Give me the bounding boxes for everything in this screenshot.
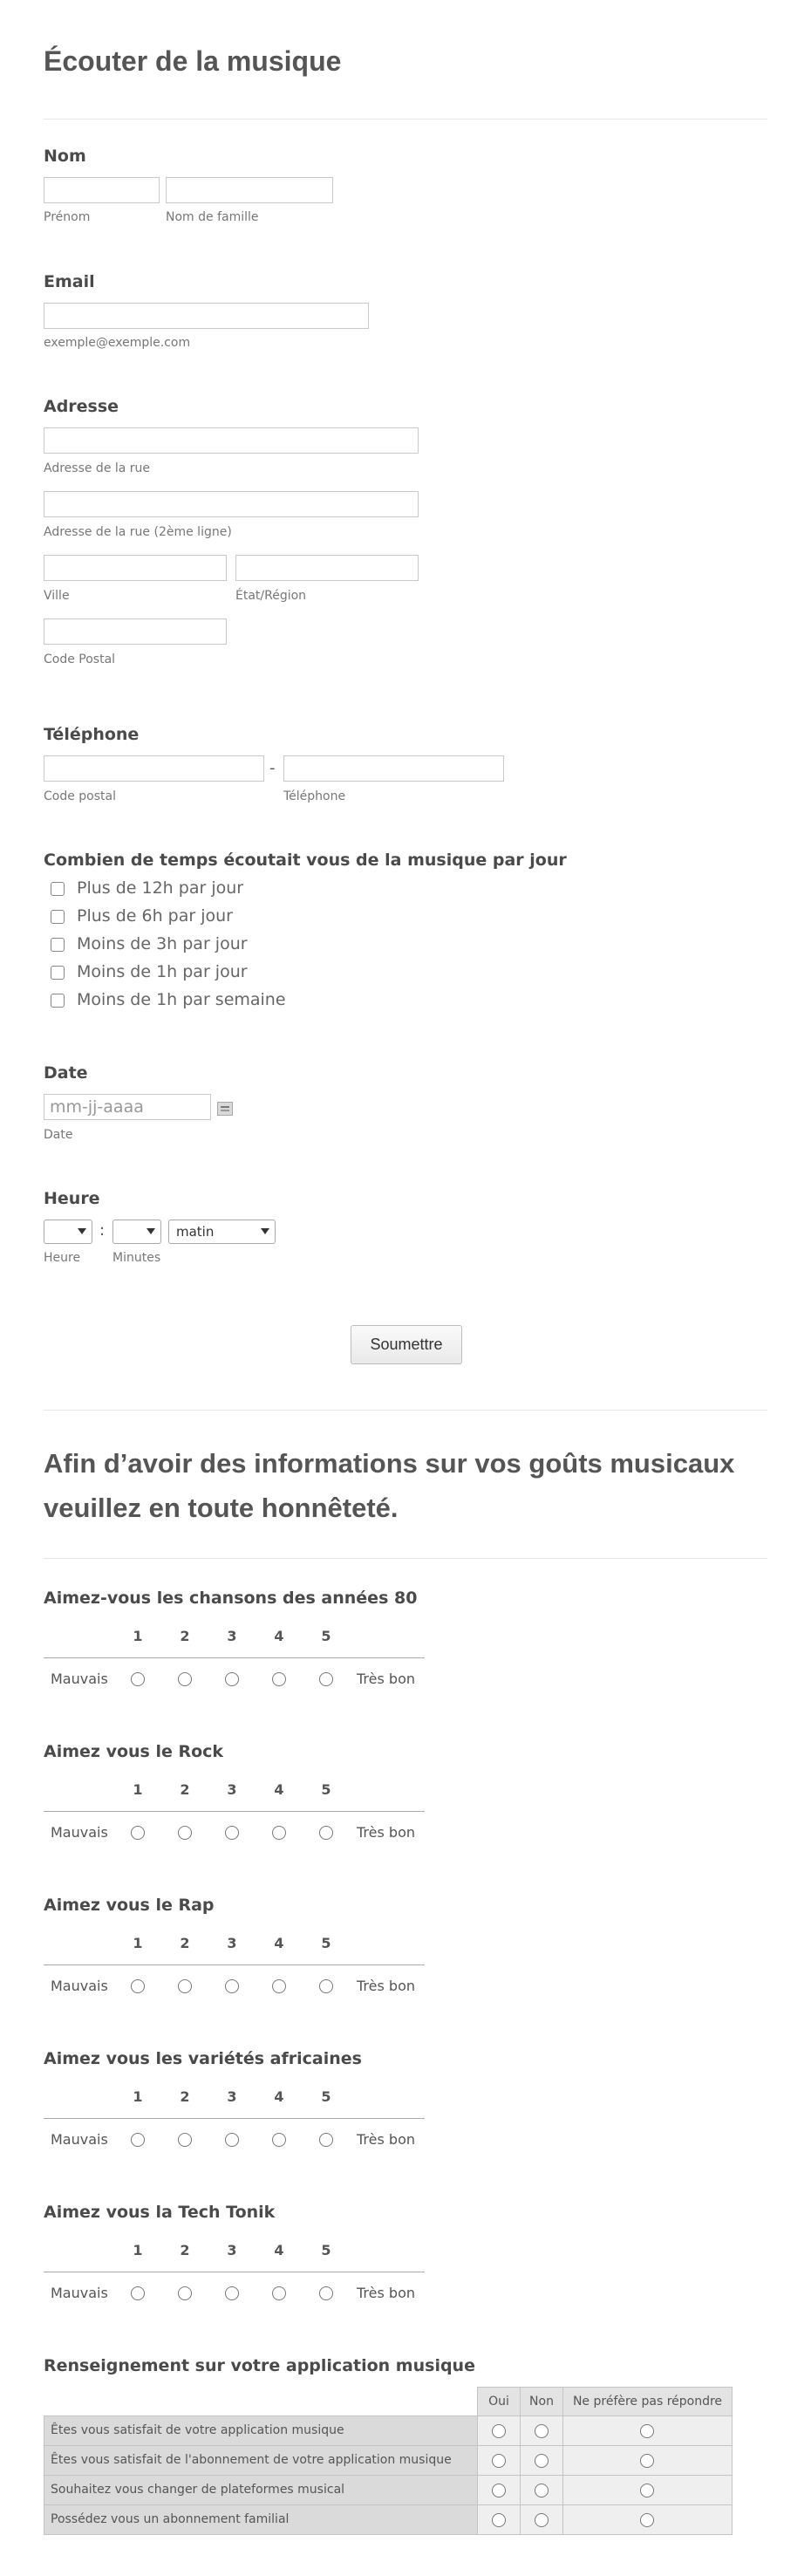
submit-button[interactable]: Soumettre bbox=[351, 1325, 462, 1364]
scale-separator bbox=[44, 2118, 425, 2119]
listening-label: Combien de temps écoutait vous de la musique par jour bbox=[44, 851, 567, 870]
street-input[interactable] bbox=[44, 427, 419, 454]
matrix-cell bbox=[520, 2475, 563, 2505]
option-label: Plus de 12h par jour bbox=[77, 878, 244, 898]
scale-high-label: Très bon bbox=[357, 2131, 415, 2148]
section-divider bbox=[44, 1410, 767, 1411]
scale-radio[interactable] bbox=[319, 1979, 333, 1993]
title-divider bbox=[44, 119, 767, 120]
scale-high-label: Très bon bbox=[357, 1671, 415, 1687]
matrix-row-label: Possédez vous un abonnement familial bbox=[44, 2504, 478, 2535]
matrix-radio[interactable] bbox=[640, 2513, 654, 2527]
option-checkbox[interactable] bbox=[51, 882, 65, 896]
email-sublabel: exemple@exemple.com bbox=[44, 336, 191, 350]
scale-number: 3 bbox=[227, 1628, 237, 1644]
street-sublabel: Adresse de la rue bbox=[44, 461, 151, 475]
matrix-radio[interactable] bbox=[640, 2424, 654, 2438]
chevron-down-icon bbox=[147, 1228, 155, 1234]
option-checkbox[interactable] bbox=[51, 966, 65, 980]
matrix-cell bbox=[477, 2445, 521, 2476]
matrix-column-header: Non bbox=[520, 2387, 563, 2416]
scale-number: 5 bbox=[321, 1935, 331, 1951]
scale-high-label: Très bon bbox=[357, 1978, 415, 1994]
scale-number: 5 bbox=[321, 1781, 331, 1798]
city-input[interactable] bbox=[44, 555, 227, 581]
scale-low-label: Mauvais bbox=[51, 1824, 108, 1841]
phone-number-sublabel: Téléphone bbox=[283, 789, 346, 803]
matrix-cell bbox=[562, 2475, 733, 2505]
scale-radio[interactable] bbox=[225, 1826, 239, 1840]
scale-radio[interactable] bbox=[131, 1979, 145, 1993]
scale-number: 2 bbox=[180, 2242, 190, 2258]
time-label: Heure bbox=[44, 1189, 100, 1208]
matrix-column-header: Ne préfère pas répondre bbox=[562, 2387, 733, 2416]
matrix-radio[interactable] bbox=[492, 2484, 506, 2497]
option-label: Moins de 1h par semaine bbox=[77, 990, 286, 1009]
state-input[interactable] bbox=[235, 555, 419, 581]
scale-number: 4 bbox=[274, 2088, 284, 2105]
option-label: Plus de 6h par jour bbox=[77, 906, 233, 926]
date-input[interactable]: mm-jj-aaaa bbox=[44, 1094, 211, 1120]
matrix-radio[interactable] bbox=[535, 2454, 549, 2468]
scale-number: 4 bbox=[274, 1628, 284, 1644]
minutes-select[interactable] bbox=[112, 1220, 161, 1244]
matrix-radio[interactable] bbox=[492, 2424, 506, 2438]
matrix-cell bbox=[562, 2445, 733, 2476]
scale-radio[interactable] bbox=[319, 2133, 333, 2147]
scale-radio[interactable] bbox=[131, 2133, 145, 2147]
scale-radio[interactable] bbox=[272, 2133, 286, 2147]
option-checkbox[interactable] bbox=[51, 938, 65, 952]
scale-radio[interactable] bbox=[131, 1672, 145, 1686]
scale-separator bbox=[44, 1811, 425, 1812]
phone-area-sublabel: Code postal bbox=[44, 789, 116, 803]
scale-number: 2 bbox=[180, 1628, 190, 1644]
chevron-down-icon bbox=[261, 1228, 269, 1234]
city-sublabel: Ville bbox=[44, 589, 70, 603]
chevron-down-icon bbox=[78, 1228, 86, 1234]
scale-question: Aimez vous le Rap bbox=[44, 1896, 215, 1915]
option-label: Moins de 1h par jour bbox=[77, 962, 248, 981]
scale-radio[interactable] bbox=[225, 1672, 239, 1686]
last-name-sublabel: Nom de famille bbox=[166, 210, 259, 224]
hour-sublabel: Heure bbox=[44, 1251, 81, 1265]
scale-number: 1 bbox=[133, 1628, 143, 1644]
section2-divider bbox=[44, 1558, 767, 1559]
scale-radio[interactable] bbox=[178, 1672, 192, 1686]
matrix-radio[interactable] bbox=[492, 2513, 506, 2527]
scale-radio[interactable] bbox=[272, 2286, 286, 2300]
scale-number: 2 bbox=[180, 1781, 190, 1798]
email-label: Email bbox=[44, 272, 95, 291]
scale-high-label: Très bon bbox=[357, 1824, 415, 1841]
scale-radio[interactable] bbox=[131, 1826, 145, 1840]
scale-number: 4 bbox=[274, 1935, 284, 1951]
phone-label: Téléphone bbox=[44, 725, 140, 744]
address-label: Adresse bbox=[44, 397, 119, 416]
scale-number: 4 bbox=[274, 1781, 284, 1798]
scale-low-label: Mauvais bbox=[51, 2131, 108, 2148]
scale-number: 1 bbox=[133, 2088, 143, 2105]
scale-number: 2 bbox=[180, 2088, 190, 2105]
scale-question: Aimez-vous les chansons des années 80 bbox=[44, 1589, 418, 1608]
scale-radio[interactable] bbox=[178, 1979, 192, 1993]
scale-radio[interactable] bbox=[272, 1672, 286, 1686]
matrix-radio[interactable] bbox=[492, 2454, 506, 2468]
scale-number: 3 bbox=[227, 1781, 237, 1798]
email-input[interactable] bbox=[44, 303, 369, 329]
matrix-radio[interactable] bbox=[640, 2454, 654, 2468]
state-sublabel: État/Région bbox=[235, 589, 307, 603]
form-title: Écouter de la musique bbox=[44, 45, 342, 77]
matrix-radio[interactable] bbox=[535, 2424, 549, 2438]
matrix-row-label: Êtes vous satisfait de l'abonnement de votre application musique bbox=[44, 2445, 478, 2476]
scale-question: Aimez vous la Tech Tonik bbox=[44, 2203, 276, 2222]
scale-number: 1 bbox=[133, 2242, 143, 2258]
scale-radio[interactable] bbox=[178, 1826, 192, 1840]
date-label: Date bbox=[44, 1063, 88, 1083]
scale-number: 5 bbox=[321, 2088, 331, 2105]
scale-high-label: Très bon bbox=[357, 2285, 415, 2301]
scale-number: 1 bbox=[133, 1935, 143, 1951]
scale-number: 5 bbox=[321, 2242, 331, 2258]
scale-number: 3 bbox=[227, 1935, 237, 1951]
matrix-row-label: Souhaitez vous changer de plateformes musical bbox=[44, 2475, 478, 2505]
matrix-radio[interactable] bbox=[535, 2484, 549, 2497]
scale-radio[interactable] bbox=[319, 2286, 333, 2300]
matrix-row-label: Êtes vous satisfait de votre application musique bbox=[44, 2415, 478, 2446]
scale-radio[interactable] bbox=[319, 1826, 333, 1840]
scale-radio[interactable] bbox=[225, 2286, 239, 2300]
street2-input[interactable] bbox=[44, 491, 419, 517]
calendar-icon[interactable] bbox=[217, 1102, 233, 1116]
scale-radio[interactable] bbox=[272, 1979, 286, 1993]
matrix-cell bbox=[477, 2504, 521, 2535]
hour-select[interactable] bbox=[44, 1220, 92, 1244]
scale-number: 3 bbox=[227, 2088, 237, 2105]
scale-number: 3 bbox=[227, 2242, 237, 2258]
matrix-column-header: Oui bbox=[477, 2387, 521, 2416]
scale-number: 2 bbox=[180, 1935, 190, 1951]
matrix-cell bbox=[477, 2475, 521, 2505]
phone-area-input[interactable] bbox=[44, 755, 264, 782]
scale-separator bbox=[44, 1657, 425, 1658]
scale-radio[interactable] bbox=[225, 2133, 239, 2147]
phone-dash: - bbox=[269, 759, 276, 777]
name-label: Nom bbox=[44, 147, 86, 166]
scale-low-label: Mauvais bbox=[51, 2285, 108, 2301]
matrix-title: Renseignement sur votre application musique bbox=[44, 2356, 475, 2375]
ampm-value: matin bbox=[176, 1224, 215, 1240]
scale-number: 4 bbox=[274, 2242, 284, 2258]
matrix-cell bbox=[520, 2415, 563, 2446]
matrix-radio[interactable] bbox=[640, 2484, 654, 2497]
matrix-cell bbox=[477, 2415, 521, 2446]
date-sublabel: Date bbox=[44, 1128, 73, 1142]
scale-low-label: Mauvais bbox=[51, 1978, 108, 1994]
scale-question: Aimez vous les variétés africaines bbox=[44, 2049, 362, 2068]
matrix-cell bbox=[520, 2445, 563, 2476]
option-checkbox[interactable] bbox=[51, 994, 65, 1008]
scale-radio[interactable] bbox=[272, 1826, 286, 1840]
scale-low-label: Mauvais bbox=[51, 1671, 108, 1687]
first-name-input[interactable] bbox=[44, 177, 160, 203]
phone-number-input[interactable] bbox=[283, 755, 504, 782]
minutes-sublabel: Minutes bbox=[112, 1251, 161, 1265]
option-checkbox[interactable] bbox=[51, 910, 65, 924]
first-name-sublabel: Prénom bbox=[44, 210, 91, 224]
scale-radio[interactable] bbox=[131, 2286, 145, 2300]
ampm-select[interactable] bbox=[168, 1220, 276, 1244]
matrix-cell bbox=[520, 2504, 563, 2535]
matrix-radio[interactable] bbox=[535, 2513, 549, 2527]
scale-radio[interactable] bbox=[178, 2286, 192, 2300]
section2-heading: Afin d’avoir des informations sur vos goûts musicaux veuillez en toute honnêteté. bbox=[44, 1448, 735, 1523]
scale-radio[interactable] bbox=[178, 2133, 192, 2147]
scale-radio[interactable] bbox=[225, 1979, 239, 1993]
street2-sublabel: Adresse de la rue (2ème ligne) bbox=[44, 525, 232, 539]
matrix-cell bbox=[562, 2415, 733, 2446]
scale-radio[interactable] bbox=[319, 1672, 333, 1686]
zip-sublabel: Code Postal bbox=[44, 653, 116, 666]
matrix-cell bbox=[562, 2504, 733, 2535]
zip-input[interactable] bbox=[44, 618, 227, 645]
time-colon: : bbox=[99, 1221, 106, 1240]
scale-number: 5 bbox=[321, 1628, 331, 1644]
last-name-input[interactable] bbox=[166, 177, 333, 203]
scale-separator bbox=[44, 1964, 425, 1965]
option-label: Moins de 3h par jour bbox=[77, 934, 248, 953]
scale-number: 1 bbox=[133, 1781, 143, 1798]
scale-question: Aimez vous le Rock bbox=[44, 1742, 224, 1761]
